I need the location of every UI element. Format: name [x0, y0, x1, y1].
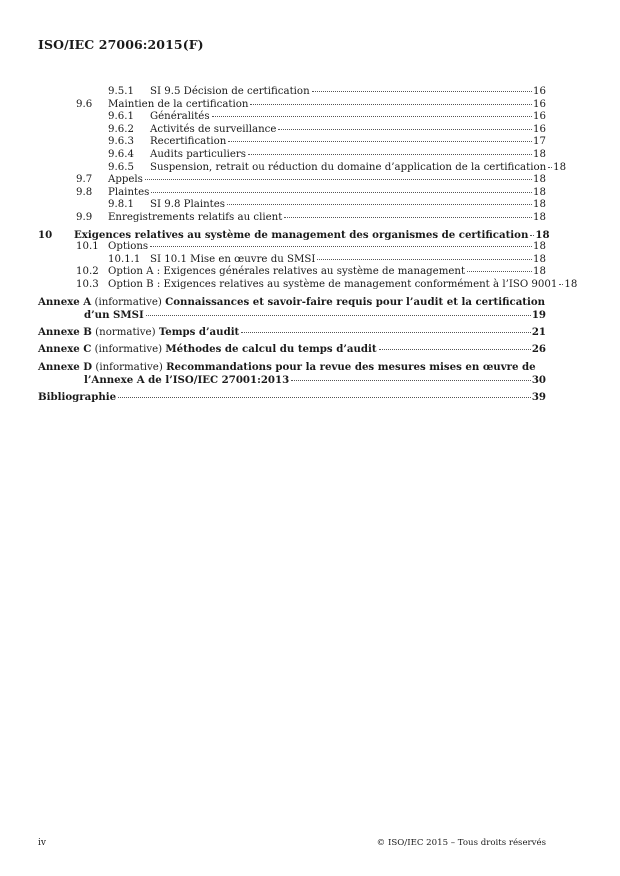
toc-entry-number: 9.5.1: [108, 86, 134, 97]
dot-leader: [559, 284, 563, 285]
toc-entry-number: 10.1: [76, 241, 99, 253]
toc-entry-title: Appels: [108, 174, 143, 186]
toc-entry[interactable]: [38, 187, 546, 200]
footer-copyright: © ISO/IEC 2015 – Tous droits réservés: [376, 838, 546, 848]
toc-entry-page: 18: [533, 199, 546, 211]
toc-entry-page: 16: [533, 123, 546, 135]
dot-leader: [317, 259, 532, 260]
toc-entry-page: 18: [564, 278, 578, 290]
toc-entry-page: 18: [533, 174, 546, 186]
toc-entry[interactable]: [38, 278, 578, 292]
toc-entry-number: 9.7: [76, 174, 93, 186]
toc-entry[interactable]: [38, 86, 546, 99]
toc-entry-title: Option B : Exigences relatives au système de management conformément à l’ISO 9001: [108, 278, 558, 290]
toc-entry[interactable]: [38, 212, 546, 225]
toc-entry[interactable]: [38, 228, 550, 242]
toc-entry[interactable]: [38, 99, 546, 112]
toc-entry-page: 26: [531, 343, 546, 356]
toc-entry-page: 18: [533, 148, 546, 160]
annex-title-line2: d’un SMSI: [84, 309, 144, 322]
toc-entry-annex[interactable]: [38, 326, 546, 340]
annex-line1: [38, 361, 546, 375]
toc-entry-page: 39: [531, 391, 546, 404]
toc-entries: [38, 86, 578, 292]
toc-entry-annex[interactable]: [38, 343, 546, 357]
dot-leader: [530, 235, 534, 236]
annex-label: Annexe C: [38, 343, 92, 356]
toc-entry-number: 9.6.1: [108, 111, 134, 123]
dot-leader: [248, 154, 532, 155]
toc-entry-title: Options: [108, 241, 149, 253]
toc-entry-title: Suspension, retrait ou réduction du domaine d’application de la certification: [150, 161, 547, 173]
annex-title-line2: l’Annexe A de l’ISO/IEC 27001:2013: [84, 374, 290, 387]
dot-leader: [118, 397, 531, 398]
toc-entry-title: Option A : Exigences générales relatives au système de management: [108, 266, 466, 278]
dot-leader: [548, 167, 552, 168]
toc-entry[interactable]: [38, 136, 546, 149]
dot-leader: [150, 246, 532, 247]
toc-entry-title: SI 9.5 Décision de certification: [150, 86, 310, 97]
annex-label: Annexe A: [38, 295, 92, 308]
toc-entry-number: 10.1.1: [108, 253, 141, 265]
toc-entry-page: 18: [553, 161, 567, 173]
toc-entry-title: Maintien de la certification: [108, 98, 249, 110]
toc-entry-title: Exigences relatives au système de management des organismes de certification: [74, 228, 529, 241]
toc-entry-page: 18: [533, 211, 546, 223]
dot-leader: [212, 116, 532, 117]
toc-entry-page: 16: [533, 98, 546, 110]
document-id-header: ISO/IEC 27006:2015(F): [38, 37, 204, 52]
toc-entry-page: 18: [533, 186, 546, 198]
dot-leader: [278, 129, 532, 130]
dot-leader: [241, 332, 531, 333]
dot-leader: [379, 349, 531, 350]
dot-leader: [291, 380, 531, 381]
dot-leader: [312, 91, 532, 92]
table-of-contents: [38, 86, 578, 404]
toc-entry-title: SI 9.8 Plaintes: [150, 199, 226, 211]
toc-entry-number: 9.9: [76, 211, 93, 223]
annex-type: (informative): [94, 344, 163, 356]
toc-entry-number: 9.6.2: [108, 123, 134, 135]
annex-line1: [38, 326, 546, 340]
toc-entry[interactable]: [38, 241, 546, 254]
annex-line2: [38, 309, 546, 322]
toc-entry-bibliography[interactable]: [38, 391, 546, 404]
toc-entry-number: 10.2: [76, 266, 99, 278]
toc-entry[interactable]: [38, 174, 546, 187]
toc-entry-page: 18: [533, 266, 546, 278]
dot-leader: [145, 179, 532, 180]
annex-label: Annexe B: [38, 325, 92, 338]
dot-leader: [467, 271, 532, 272]
toc-entry-number: 9.6.4: [108, 148, 134, 160]
toc-entry-number: 9.6: [76, 98, 93, 110]
toc-entry-page: 16: [533, 111, 546, 123]
dot-leader: [227, 204, 532, 205]
toc-entry[interactable]: [38, 266, 546, 279]
toc-entry[interactable]: [38, 254, 546, 267]
annex-title-line1: Connaissances et savoir-faire requis pour l’audit et la certification: [165, 295, 546, 308]
toc-entry-page: 21: [531, 325, 546, 338]
toc-entry-title: Enregistrements relatifs au client: [108, 211, 283, 223]
toc-entry-page: 17: [533, 136, 546, 148]
toc-entry[interactable]: [38, 124, 546, 137]
annex-title-line1: Temps d’audit: [158, 325, 240, 338]
dot-leader: [284, 217, 532, 218]
annex-type: (normative): [95, 326, 156, 338]
annex-line1: [38, 343, 546, 357]
toc-entry-page: 16: [533, 86, 546, 97]
toc-entry[interactable]: [38, 161, 567, 175]
annex-entries: [38, 292, 546, 388]
toc-entry-title: Activités de surveillance: [150, 123, 277, 135]
toc-entry-title: Plaintes: [108, 186, 150, 198]
toc-entry-number: 10.3: [76, 278, 99, 290]
toc-entry-annex[interactable]: [38, 296, 546, 322]
annex-line1: [38, 296, 546, 310]
annex-type: (informative): [95, 361, 163, 373]
toc-entry-title: Audits particuliers: [150, 148, 246, 160]
toc-entry-number: 9.8: [76, 186, 93, 198]
toc-entry-title: Généralités: [150, 111, 210, 123]
toc-entry-page: 18: [533, 253, 546, 265]
toc-entry-number: 9.8.1: [108, 199, 134, 211]
toc-entry-page: 19: [531, 309, 546, 322]
annex-line2: [38, 374, 546, 387]
toc-entry-annex[interactable]: [38, 361, 546, 387]
toc-entry-title: SI 10.1 Mise en œuvre du SMSI: [150, 253, 316, 265]
footer-page-number: iv: [38, 838, 46, 848]
toc-entry-title: Bibliographie: [38, 391, 117, 404]
toc-entry-page: 30: [531, 374, 546, 387]
toc-entry-number: 9.6.3: [108, 136, 134, 148]
dot-leader: [228, 141, 532, 142]
toc-entry-number: 9.6.5: [108, 161, 134, 173]
toc-entry[interactable]: [38, 149, 546, 162]
toc-entry-title: Recertification: [150, 136, 227, 148]
toc-entry-page: 18: [535, 228, 550, 241]
toc-entry-page: 18: [533, 241, 546, 253]
toc-entry[interactable]: [38, 111, 546, 124]
annex-label: Annexe D: [38, 360, 93, 373]
dot-leader: [250, 104, 532, 105]
annex-type: (informative): [94, 296, 162, 308]
dot-leader: [151, 192, 532, 193]
toc-entry-number: 10: [38, 228, 53, 241]
dot-leader: [146, 315, 531, 316]
annex-title-line1: Recommandations pour la revue des mesures mises en œuvre de: [166, 360, 536, 373]
toc-entry[interactable]: [38, 199, 546, 212]
annex-title-line1: Méthodes de calcul du temps d’audit: [165, 343, 377, 356]
